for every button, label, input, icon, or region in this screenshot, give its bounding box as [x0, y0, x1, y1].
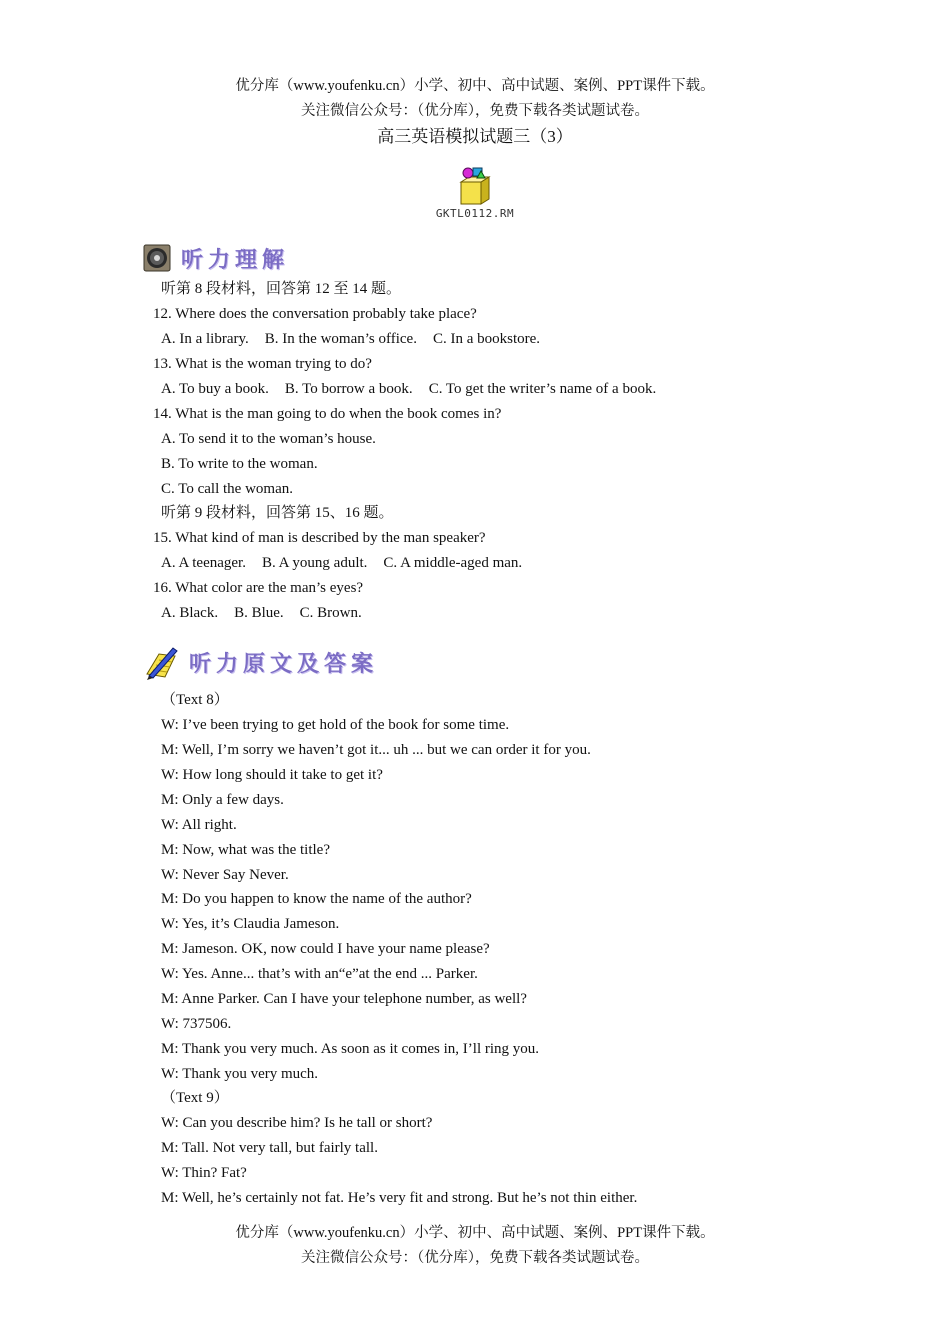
- question-13-options: [161, 379, 656, 399]
- transcript-line: M: Well, I’m sorry we haven’t got it... uh ... but we can order it for you.: [161, 742, 591, 758]
- question-16: 16. What color are the man’s eyes?: [153, 580, 364, 596]
- header-line-1: 优分库（www.youfenku.cn）小学、初中、高中试题、案例、PPT课件下载。: [235, 78, 715, 94]
- transcript-line: M: Thank you very much. As soon as it comes in, I’ll ring you.: [161, 1041, 540, 1057]
- transcript-line: W: Can you describe him? Is he tall or short?: [161, 1115, 433, 1131]
- transcript-line: W: All right.: [161, 817, 237, 833]
- option-12c: C. In a bookstore.: [432, 331, 541, 347]
- question-13: 13. What is the woman trying to do?: [153, 356, 372, 372]
- package-icon[interactable]: [455, 166, 493, 206]
- option-14c: C. To call the woman.: [161, 481, 293, 497]
- option-16b: B. Blue.: [234, 605, 284, 621]
- section-transcript-title: 听力原文及答案: [189, 651, 379, 677]
- option-16a: A. Black.: [161, 605, 219, 621]
- transcript-line: W: Yes. Anne... that’s with an“e”at the end ... Parker.: [161, 966, 478, 982]
- transcript-line: W: Thank you very much.: [161, 1066, 319, 1082]
- transcript-line: W: Never Say Never.: [161, 867, 289, 883]
- option-15c: C. A middle-aged man.: [383, 555, 523, 571]
- transcript-line: M: Do you happen to know the name of the author?: [161, 891, 472, 907]
- option-13a: A. To buy a book.: [161, 381, 269, 397]
- footer-line-2: 关注微信公众号：（优分库），免费下载各类试题试卷。: [301, 1250, 649, 1266]
- transcript-line: M: Tall. Not very tall, but fairly tall.: [161, 1140, 378, 1156]
- transcript-line: M: Now, what was the title?: [161, 842, 330, 858]
- question-15-options: [161, 553, 522, 573]
- text9-label: （Text 9）: [161, 1090, 229, 1106]
- page-title: 高三英语模拟试题三（3）: [377, 127, 573, 146]
- option-12a: A. In a library.: [161, 331, 249, 347]
- transcript-line: W: 737506.: [161, 1016, 232, 1032]
- instruction-8: 听第 8 段材料，回答第 12 至 14 题。: [161, 281, 402, 297]
- option-12b: B. In the woman’s office.: [264, 331, 417, 347]
- option-16c: C. Brown.: [299, 605, 362, 621]
- option-15b: B. A young adult.: [261, 555, 368, 571]
- question-14: 14. What is the man going to do when the book comes in?: [153, 406, 502, 422]
- pen-notebook-icon: [143, 644, 179, 680]
- section-transcript-heading: [143, 646, 378, 678]
- section-listening-heading: [143, 242, 289, 274]
- section-listening-title: 听力理解: [181, 247, 290, 273]
- option-14b: B. To write to the woman.: [161, 456, 318, 472]
- header-line-2: 关注微信公众号：（优分库），免费下载各类试题试卷。: [301, 103, 649, 119]
- footer-line-1: 优分库（www.youfenku.cn）小学、初中、高中试题、案例、PPT课件下载。: [235, 1225, 715, 1241]
- transcript-line: W: I’ve been trying to get hold of the book for some time.: [161, 717, 510, 733]
- transcript-line: M: Only a few days.: [161, 792, 284, 808]
- question-12-options: [161, 329, 540, 349]
- transcript-line: W: Yes, it’s Claudia Jameson.: [161, 916, 340, 932]
- question-15: 15. What kind of man is described by the man speaker?: [153, 530, 486, 546]
- attachment-filename[interactable]: GKTL0112.RM: [435, 207, 515, 220]
- transcript-line: W: How long should it take to get it?: [161, 767, 383, 783]
- transcript-line: M: Well, he’s certainly not fat. He’s very fit and strong. But he’s not thin either.: [161, 1190, 638, 1206]
- transcript-line: W: Thin? Fat?: [161, 1165, 247, 1181]
- question-12: 12. Where does the conversation probably take place?: [153, 306, 477, 322]
- option-15a: A. A teenager.: [161, 555, 246, 571]
- speaker-icon: [143, 244, 171, 272]
- option-13c: C. To get the writer’s name of a book.: [428, 381, 657, 397]
- text8-label: （Text 8）: [161, 692, 229, 708]
- transcript-line: M: Anne Parker. Can I have your telephone number, as well?: [161, 991, 527, 1007]
- option-13b: B. To borrow a book.: [284, 381, 413, 397]
- transcript-line: M: Jameson. OK, now could I have your name please?: [161, 941, 490, 957]
- question-16-options: [161, 603, 362, 623]
- option-14a: A. To send it to the woman’s house.: [161, 431, 376, 447]
- instruction-9: 听第 9 段材料，回答第 15、16 题。: [161, 505, 394, 521]
